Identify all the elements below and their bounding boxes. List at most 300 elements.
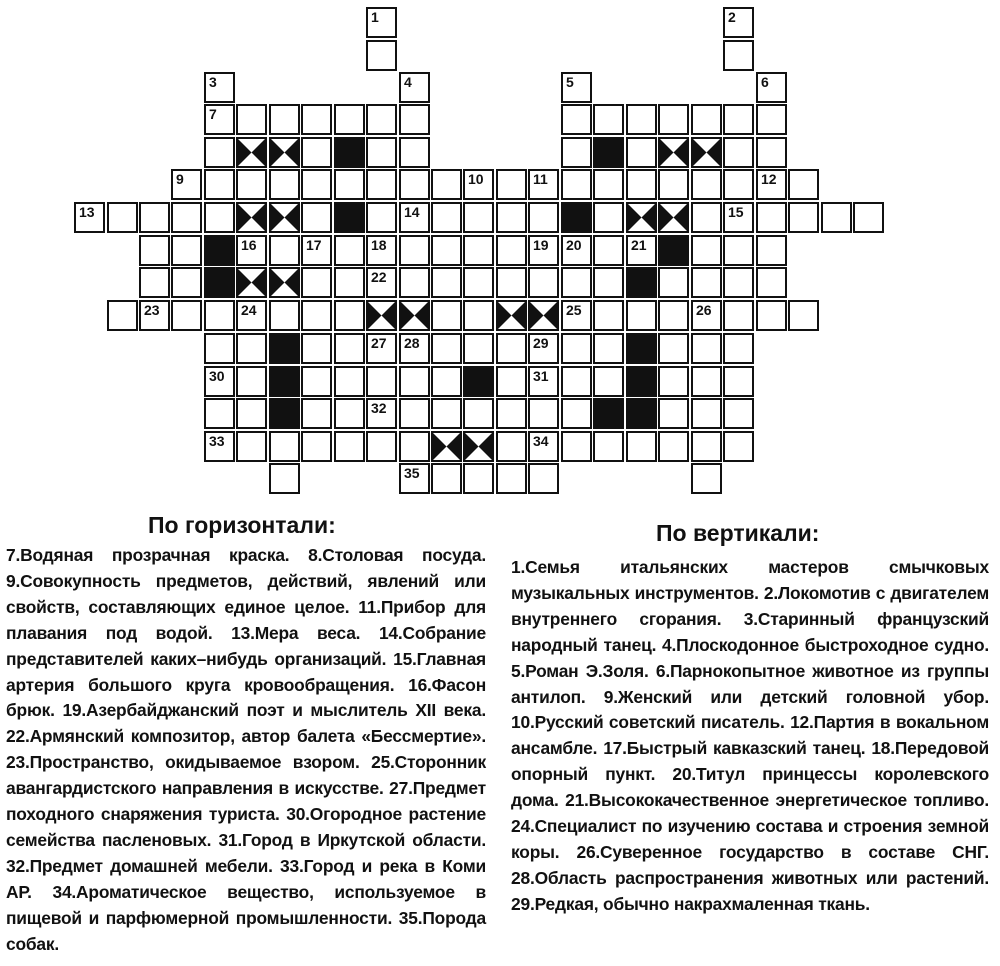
grid-cell[interactable] bbox=[399, 463, 430, 494]
grid-cell[interactable] bbox=[301, 431, 332, 462]
grid-cell[interactable] bbox=[496, 235, 527, 266]
grid-cell[interactable] bbox=[723, 300, 754, 331]
bowtie-cell bbox=[691, 137, 722, 168]
grid-cell[interactable] bbox=[593, 431, 624, 462]
grid-cell[interactable] bbox=[626, 300, 657, 331]
grid-cell[interactable] bbox=[528, 398, 559, 429]
grid-cell[interactable] bbox=[691, 300, 722, 331]
grid-cell[interactable] bbox=[528, 333, 559, 364]
bowtie-cell bbox=[658, 137, 689, 168]
down-clue: 28.Область распространения животных или растений. bbox=[511, 867, 989, 888]
grid-cell[interactable] bbox=[107, 300, 138, 331]
bowtie-shape bbox=[236, 267, 267, 298]
grid-cell[interactable] bbox=[301, 366, 332, 397]
grid-cell[interactable] bbox=[366, 7, 397, 38]
grid-cell[interactable] bbox=[334, 267, 365, 298]
grid-cell[interactable] bbox=[593, 169, 624, 200]
across-clue: 14.Собрание представителей каких–нибудь организаций. bbox=[6, 622, 486, 669]
grid-cell[interactable] bbox=[561, 104, 592, 135]
grid-cell[interactable] bbox=[431, 366, 462, 397]
grid-cell[interactable] bbox=[236, 431, 267, 462]
grid-cell[interactable] bbox=[756, 169, 787, 200]
grid-cell[interactable] bbox=[399, 72, 430, 103]
grid-cell[interactable] bbox=[171, 300, 202, 331]
grid-cell[interactable] bbox=[269, 463, 300, 494]
cell-number: 13 bbox=[79, 204, 95, 220]
grid-cell[interactable] bbox=[691, 398, 722, 429]
grid-cell[interactable] bbox=[236, 104, 267, 135]
cell-number: 4 bbox=[404, 74, 412, 90]
grid-cell[interactable] bbox=[204, 300, 235, 331]
cell-number: 5 bbox=[566, 74, 574, 90]
cell-number: 14 bbox=[404, 204, 420, 220]
cell-number: 6 bbox=[761, 74, 769, 90]
grid-cell[interactable] bbox=[334, 333, 365, 364]
grid-cell[interactable] bbox=[171, 169, 202, 200]
cell-number: 10 bbox=[468, 171, 484, 187]
grid-cell[interactable] bbox=[171, 202, 202, 233]
black-cell bbox=[626, 398, 657, 429]
grid-cell[interactable] bbox=[366, 267, 397, 298]
grid-cell[interactable] bbox=[788, 169, 819, 200]
down-clue: 18.Передовой опорный пункт. bbox=[511, 738, 989, 785]
bowtie-shape bbox=[236, 202, 267, 233]
across-clue: 19.Азербайджанский поэт и мыслитель XII века. bbox=[62, 700, 486, 721]
bowtie-cell bbox=[269, 267, 300, 298]
grid-cell[interactable] bbox=[528, 235, 559, 266]
grid-cell[interactable] bbox=[561, 235, 592, 266]
grid-cell[interactable] bbox=[723, 169, 754, 200]
cell-number: 29 bbox=[533, 335, 549, 351]
grid-cell[interactable] bbox=[204, 169, 235, 200]
cell-number: 17 bbox=[306, 237, 322, 253]
grid-cell[interactable] bbox=[301, 104, 332, 135]
across-clues bbox=[6, 543, 486, 958]
down-heading: По вертикали: bbox=[656, 520, 820, 546]
grid-cell[interactable] bbox=[723, 104, 754, 135]
grid-cell[interactable] bbox=[366, 137, 397, 168]
down-clue: 6.Парнокопытное животное из группы антилоп. bbox=[511, 660, 989, 707]
grid-cell[interactable] bbox=[431, 169, 462, 200]
grid-cell[interactable] bbox=[496, 398, 527, 429]
grid-cell[interactable] bbox=[236, 398, 267, 429]
grid-cell[interactable] bbox=[463, 463, 494, 494]
cell-number: 22 bbox=[371, 269, 387, 285]
grid-cell[interactable] bbox=[366, 235, 397, 266]
grid-cell[interactable] bbox=[366, 202, 397, 233]
grid-cell[interactable] bbox=[626, 104, 657, 135]
bowtie-shape bbox=[269, 267, 300, 298]
grid-cell[interactable] bbox=[788, 300, 819, 331]
grid-cell[interactable] bbox=[301, 333, 332, 364]
down-clue: 10.Русский советский писатель. bbox=[511, 712, 785, 733]
grid-cell[interactable] bbox=[399, 431, 430, 462]
grid-cell[interactable] bbox=[399, 104, 430, 135]
grid-cell[interactable] bbox=[528, 431, 559, 462]
across-heading: По горизонтали: bbox=[148, 512, 336, 538]
grid-cell[interactable] bbox=[528, 366, 559, 397]
across-clue: 15.Главная артерия большого круга кровообращения. bbox=[6, 648, 486, 695]
grid-cell[interactable] bbox=[691, 366, 722, 397]
grid-cell[interactable] bbox=[496, 463, 527, 494]
grid-cell[interactable] bbox=[561, 300, 592, 331]
grid-cell[interactable] bbox=[334, 235, 365, 266]
across-clue: 35.Порода собак. bbox=[6, 907, 486, 954]
grid-cell[interactable] bbox=[334, 169, 365, 200]
grid-cell[interactable] bbox=[269, 431, 300, 462]
grid-cell[interactable] bbox=[626, 235, 657, 266]
bowtie-shape bbox=[236, 137, 267, 168]
grid-cell[interactable] bbox=[626, 431, 657, 462]
cell-number: 33 bbox=[209, 433, 225, 449]
grid-cell[interactable] bbox=[399, 398, 430, 429]
grid-cell[interactable] bbox=[561, 267, 592, 298]
grid-cell[interactable] bbox=[593, 202, 624, 233]
grid-cell[interactable] bbox=[399, 137, 430, 168]
down-clue: 24.Специалист по изучению состава и строения земной коры. bbox=[511, 816, 989, 862]
grid-cell[interactable] bbox=[269, 235, 300, 266]
grid-cell[interactable] bbox=[431, 202, 462, 233]
bowtie-cell bbox=[366, 300, 397, 331]
grid-cell[interactable] bbox=[528, 267, 559, 298]
grid-cell[interactable] bbox=[723, 267, 754, 298]
grid-cell[interactable] bbox=[528, 202, 559, 233]
bowtie-cell bbox=[626, 202, 657, 233]
across-clue: 11.Прибор для плавания под водой. bbox=[6, 596, 486, 643]
across-clue: 25.Сторонник авангардистского направления в искусстве. bbox=[6, 752, 486, 799]
grid-cell[interactable] bbox=[366, 40, 397, 71]
grid-cell[interactable] bbox=[496, 267, 527, 298]
grid-cell[interactable] bbox=[399, 333, 430, 364]
grid-cell[interactable] bbox=[301, 137, 332, 168]
bowtie-shape bbox=[399, 300, 430, 331]
bowtie-cell bbox=[658, 202, 689, 233]
grid-cell[interactable] bbox=[301, 202, 332, 233]
grid-cell[interactable] bbox=[301, 169, 332, 200]
grid-cell[interactable] bbox=[431, 300, 462, 331]
grid-cell[interactable] bbox=[463, 267, 494, 298]
grid-cell[interactable] bbox=[431, 267, 462, 298]
cell-number: 12 bbox=[761, 171, 777, 187]
cell-number: 11 bbox=[533, 171, 548, 187]
grid-cell[interactable] bbox=[301, 398, 332, 429]
grid-cell[interactable] bbox=[723, 366, 754, 397]
grid-cell[interactable] bbox=[236, 333, 267, 364]
grid-cell[interactable] bbox=[593, 235, 624, 266]
bowtie-shape bbox=[269, 137, 300, 168]
bowtie-cell bbox=[496, 300, 527, 331]
grid-cell[interactable] bbox=[399, 202, 430, 233]
grid-cell[interactable] bbox=[431, 235, 462, 266]
black-cell bbox=[626, 267, 657, 298]
grid-cell[interactable] bbox=[756, 300, 787, 331]
black-cell bbox=[334, 202, 365, 233]
grid-cell[interactable] bbox=[463, 235, 494, 266]
cell-number: 28 bbox=[404, 335, 420, 351]
grid-cell[interactable] bbox=[691, 104, 722, 135]
grid-cell[interactable] bbox=[691, 235, 722, 266]
black-cell bbox=[593, 137, 624, 168]
cell-number: 19 bbox=[533, 237, 549, 253]
across-clue: 23.Пространство, окидываемое взором. bbox=[6, 752, 360, 773]
grid-cell[interactable] bbox=[593, 267, 624, 298]
grid-cell[interactable] bbox=[139, 202, 170, 233]
grid-cell[interactable] bbox=[236, 300, 267, 331]
across-clue: 16.Фасон брюк. bbox=[6, 674, 486, 721]
grid-cell[interactable] bbox=[139, 300, 170, 331]
bowtie-shape bbox=[496, 300, 527, 331]
black-cell bbox=[658, 235, 689, 266]
down-clue: 2.Локомотив с двигателем внутреннего сгорания. bbox=[511, 582, 989, 629]
cell-number: 2 bbox=[728, 9, 736, 25]
bowtie-shape bbox=[691, 137, 722, 168]
grid-cell[interactable] bbox=[691, 169, 722, 200]
grid-cell[interactable] bbox=[691, 463, 722, 494]
grid-cell[interactable] bbox=[756, 72, 787, 103]
grid-cell[interactable] bbox=[366, 366, 397, 397]
grid-cell[interactable] bbox=[723, 235, 754, 266]
cell-number: 26 bbox=[696, 302, 712, 318]
grid-cell[interactable] bbox=[171, 267, 202, 298]
grid-cell[interactable] bbox=[756, 267, 787, 298]
grid-cell[interactable] bbox=[626, 137, 657, 168]
across-clue: 31.Город в Иркутской области. bbox=[218, 829, 486, 850]
grid-cell[interactable] bbox=[301, 300, 332, 331]
grid-cell[interactable] bbox=[593, 366, 624, 397]
grid-cell[interactable] bbox=[723, 431, 754, 462]
black-cell bbox=[204, 267, 235, 298]
grid-cell[interactable] bbox=[399, 169, 430, 200]
grid-cell[interactable] bbox=[691, 202, 722, 233]
bowtie-shape bbox=[269, 202, 300, 233]
across-clue: 7.Водяная прозрачная краска. bbox=[6, 545, 290, 565]
down-clue: 5.Роман Э.Золя. bbox=[511, 660, 649, 681]
grid-cell[interactable] bbox=[658, 398, 689, 429]
grid-cell[interactable] bbox=[74, 202, 105, 233]
down-clue: 1.Семья итальянских мастеров смычковых музыкальных инструментов. bbox=[511, 557, 989, 603]
grid-cell[interactable] bbox=[334, 431, 365, 462]
cell-number: 1 bbox=[371, 9, 379, 25]
grid-cell[interactable] bbox=[399, 235, 430, 266]
grid-cell[interactable] bbox=[723, 7, 754, 38]
grid-cell[interactable] bbox=[236, 366, 267, 397]
grid-cell[interactable] bbox=[593, 300, 624, 331]
grid-cell[interactable] bbox=[463, 398, 494, 429]
cell-number: 35 bbox=[404, 465, 420, 481]
grid-cell[interactable] bbox=[496, 202, 527, 233]
grid-cell[interactable] bbox=[204, 366, 235, 397]
grid-cell[interactable] bbox=[561, 137, 592, 168]
grid-cell[interactable] bbox=[723, 202, 754, 233]
grid-cell[interactable] bbox=[366, 104, 397, 135]
grid-cell[interactable] bbox=[236, 169, 267, 200]
grid-cell[interactable] bbox=[723, 333, 754, 364]
grid-cell[interactable] bbox=[204, 137, 235, 168]
grid-cell[interactable] bbox=[593, 104, 624, 135]
down-clue: 3.Старинный французский народный танец. bbox=[511, 608, 989, 655]
black-cell bbox=[269, 398, 300, 429]
bowtie-cell bbox=[463, 431, 494, 462]
bowtie-shape bbox=[431, 431, 462, 462]
grid-cell[interactable] bbox=[269, 300, 300, 331]
cell-number: 16 bbox=[241, 237, 257, 253]
bowtie-cell bbox=[528, 300, 559, 331]
cell-number: 30 bbox=[209, 368, 225, 384]
bowtie-cell bbox=[399, 300, 430, 331]
grid-cell[interactable] bbox=[204, 202, 235, 233]
bowtie-cell bbox=[236, 202, 267, 233]
grid-cell[interactable] bbox=[723, 398, 754, 429]
cell-number: 25 bbox=[566, 302, 582, 318]
black-cell bbox=[561, 202, 592, 233]
grid-cell[interactable] bbox=[561, 333, 592, 364]
grid-cell[interactable] bbox=[399, 366, 430, 397]
cell-number: 3 bbox=[209, 74, 217, 90]
across-clue: 27.Предмет походного снаряжения туриста. bbox=[6, 778, 486, 825]
grid-cell[interactable] bbox=[334, 104, 365, 135]
black-cell bbox=[463, 366, 494, 397]
black-cell bbox=[626, 333, 657, 364]
grid-cell[interactable] bbox=[691, 431, 722, 462]
cell-number: 15 bbox=[728, 204, 744, 220]
grid-cell[interactable] bbox=[463, 202, 494, 233]
across-clue: 33.Город и река в Коми АР. bbox=[6, 855, 486, 902]
bowtie-cell bbox=[236, 267, 267, 298]
bowtie-cell bbox=[431, 431, 462, 462]
black-cell bbox=[269, 366, 300, 397]
bowtie-cell bbox=[236, 137, 267, 168]
grid-cell[interactable] bbox=[658, 267, 689, 298]
grid-cell[interactable] bbox=[171, 235, 202, 266]
cell-number: 23 bbox=[144, 302, 160, 318]
bowtie-shape bbox=[366, 300, 397, 331]
cell-number: 7 bbox=[209, 106, 217, 122]
grid-cell[interactable] bbox=[723, 40, 754, 71]
grid-cell[interactable] bbox=[334, 300, 365, 331]
grid-cell[interactable] bbox=[788, 202, 819, 233]
down-clue: 12.Партия в вокальном ансамбле. bbox=[511, 712, 990, 759]
grid-cell[interactable] bbox=[334, 398, 365, 429]
grid-cell[interactable] bbox=[691, 333, 722, 364]
black-cell bbox=[269, 333, 300, 364]
down-clue: 4.Плоскодонное быстроходное судно. bbox=[662, 634, 990, 655]
bowtie-shape bbox=[658, 202, 689, 233]
grid-cell[interactable] bbox=[366, 333, 397, 364]
across-clue: 32.Предмет домашней мебели. bbox=[6, 855, 273, 876]
grid-cell[interactable] bbox=[366, 431, 397, 462]
grid-cell[interactable] bbox=[658, 104, 689, 135]
cell-number: 27 bbox=[371, 335, 387, 351]
across-clue: 34.Ароматическое вещество, используемое в пищевой и парфюмерной промышленности. bbox=[6, 881, 486, 928]
down-clue: 21.Высококачественное энергетическое топливо. bbox=[565, 790, 989, 811]
grid-cell[interactable] bbox=[561, 366, 592, 397]
grid-cell[interactable] bbox=[496, 366, 527, 397]
grid-cell[interactable] bbox=[366, 398, 397, 429]
grid-cell[interactable] bbox=[496, 169, 527, 200]
grid-cell[interactable] bbox=[593, 333, 624, 364]
grid-cell[interactable] bbox=[334, 366, 365, 397]
grid-cell[interactable] bbox=[528, 463, 559, 494]
grid-cell[interactable] bbox=[139, 267, 170, 298]
cell-number: 24 bbox=[241, 302, 257, 318]
grid-cell[interactable] bbox=[431, 333, 462, 364]
grid-cell[interactable] bbox=[561, 431, 592, 462]
grid-cell[interactable] bbox=[658, 300, 689, 331]
across-clue: 30.Огородное растение семейства пасленовых. bbox=[6, 804, 486, 850]
across-clue: 22.Армянский композитор, автор балета «Бессмертие». bbox=[6, 726, 486, 747]
grid-cell[interactable] bbox=[496, 431, 527, 462]
down-clues bbox=[511, 555, 989, 918]
grid-cell[interactable] bbox=[853, 202, 884, 233]
grid-cell[interactable] bbox=[301, 235, 332, 266]
grid-cell[interactable] bbox=[691, 267, 722, 298]
grid-cell[interactable] bbox=[561, 398, 592, 429]
grid-cell[interactable] bbox=[756, 137, 787, 168]
grid-cell[interactable] bbox=[139, 235, 170, 266]
grid-cell[interactable] bbox=[204, 104, 235, 135]
grid-cell[interactable] bbox=[269, 169, 300, 200]
grid-cell[interactable] bbox=[658, 366, 689, 397]
grid-cell[interactable] bbox=[236, 235, 267, 266]
bowtie-cell bbox=[269, 202, 300, 233]
grid-cell[interactable] bbox=[204, 398, 235, 429]
grid-cell[interactable] bbox=[626, 169, 657, 200]
cell-number: 32 bbox=[371, 400, 387, 416]
grid-cell[interactable] bbox=[821, 202, 852, 233]
grid-cell[interactable] bbox=[463, 300, 494, 331]
grid-cell[interactable] bbox=[658, 333, 689, 364]
grid-cell[interactable] bbox=[756, 104, 787, 135]
grid-cell[interactable] bbox=[756, 202, 787, 233]
bowtie-shape bbox=[626, 202, 657, 233]
grid-cell[interactable] bbox=[756, 235, 787, 266]
grid-cell[interactable] bbox=[301, 267, 332, 298]
grid-cell[interactable] bbox=[366, 169, 397, 200]
grid-cell[interactable] bbox=[528, 169, 559, 200]
down-clue: 17.Быстрый кавказский танец. bbox=[603, 738, 866, 759]
cell-number: 31 bbox=[533, 368, 549, 384]
black-cell bbox=[593, 398, 624, 429]
grid-cell[interactable] bbox=[204, 72, 235, 103]
grid-cell[interactable] bbox=[269, 104, 300, 135]
across-clue: 13.Мера веса. bbox=[231, 622, 361, 643]
across-clue: 9.Совокупность предметов, действий, явлений или свойств, составляющих единое целое. bbox=[6, 570, 486, 617]
black-cell bbox=[334, 137, 365, 168]
grid-cell[interactable] bbox=[399, 267, 430, 298]
cell-number: 20 bbox=[566, 237, 582, 253]
down-clue: 20.Титул принцессы королевского дома. bbox=[511, 764, 989, 811]
grid-cell[interactable] bbox=[204, 431, 235, 462]
grid-cell[interactable] bbox=[431, 463, 462, 494]
grid-cell[interactable] bbox=[463, 333, 494, 364]
grid-cell[interactable] bbox=[723, 137, 754, 168]
grid-cell[interactable] bbox=[561, 72, 592, 103]
down-clue: 9.Женский или детский головной убор. bbox=[603, 686, 989, 707]
down-clue: 29.Редкая, обычно накрахмаленная ткань. bbox=[511, 893, 870, 914]
black-cell bbox=[204, 235, 235, 266]
grid-cell[interactable] bbox=[107, 202, 138, 233]
grid-cell[interactable] bbox=[658, 169, 689, 200]
grid-cell[interactable] bbox=[463, 169, 494, 200]
grid-cell[interactable] bbox=[204, 333, 235, 364]
grid-cell[interactable] bbox=[658, 431, 689, 462]
grid-cell[interactable] bbox=[561, 169, 592, 200]
grid-cell[interactable] bbox=[431, 398, 462, 429]
bowtie-cell bbox=[269, 137, 300, 168]
grid-cell[interactable] bbox=[496, 333, 527, 364]
black-cell bbox=[626, 366, 657, 397]
down-clue: 26.Суверенное государство в составе СНГ. bbox=[576, 841, 989, 862]
